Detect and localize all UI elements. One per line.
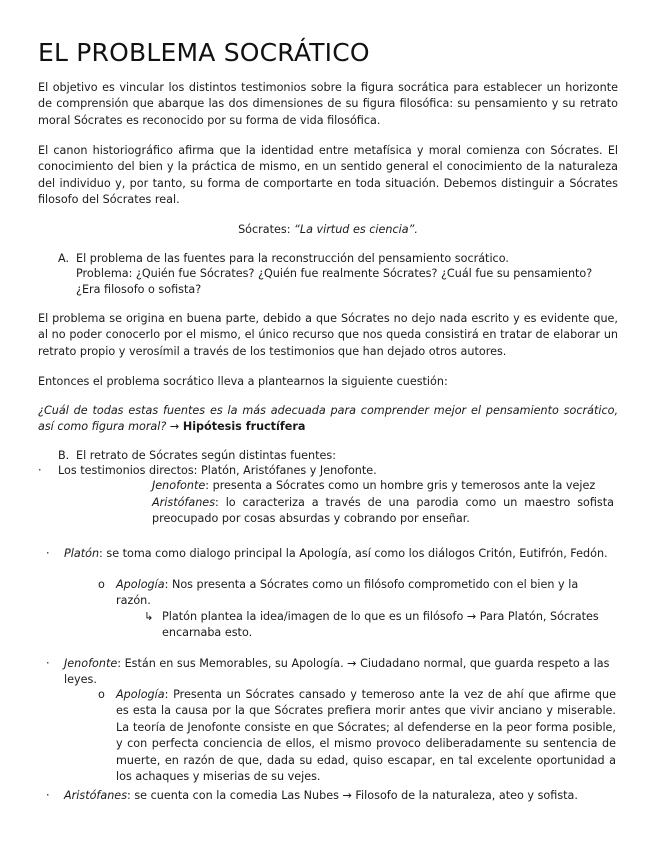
jenofonte-summary-name: Jenofonte [152,479,206,492]
jenofonte-name: Jenofonte [64,657,118,670]
quote-prefix: Sócrates: [238,223,291,236]
aristofanes-name: Aristófanes [64,789,128,802]
quote-text: “La virtud es ciencia”. [290,223,418,236]
platon-text: : se toma como dialogo principal la Apología, así como los diálogos Critón, Eutifrón, Fedón. [99,547,608,560]
question-paragraph [38,403,618,436]
platon-apologia [116,577,616,610]
item-a-marker: A. [58,252,70,265]
hypothesis-label: Hipótesis fructífera [182,420,306,434]
bullet-aristofanes: · [46,789,50,802]
jenofonte-apologia-name: Apología [116,688,165,701]
socrates-quote [38,222,618,238]
aristofanes-summary [152,495,614,528]
aristofanes-text: : se cuenta con la comedia Las Nubes → Filosofo de la naturaleza, ateo y sofista. [127,789,578,802]
platon-name: Platón [64,547,100,560]
aristofanes-summary-name: Aristófanes [152,496,216,509]
question-arrow: → [166,420,183,434]
platon-apologia-name: Apología [116,578,165,591]
platon-sub-marker: o [98,578,105,591]
jenofonte-summary [152,478,618,494]
canon-paragraph: El canon historiográfico afirma que la identidad entre metafísica y moral comienza con Sócrates. El conocimiento del bien y la práctica de mismo, en un sentido general el conocimiento de la naturaleza del individuo y, por tanto, su forma de comportarte en toda situación. Debemos distinguir a Sócrates filosofo del Sócrates real. [38,144,618,207]
origin-paragraph: El problema se origina en buena parte, debido a que Sócrates no dejo nada escrito y es evidente que, al no poder conocerlo por el mismo, el único recurso que nos queda consistirá en tratar de elaborar un retrato propio y verosímil a través de los testimonios que han dejado otros autores. [38,312,618,358]
jenofonte-text: : Están en sus Memorables, su Apología. → Ciudadano normal, que guarda respeto a las leyes. [64,657,610,687]
direct-testimonies: Los testimonios directos: Platón, Aristófanes y Jenofonte. [58,464,377,477]
page-title: EL PROBLEMA SOCRÁTICO [38,38,370,67]
jenofonte-apologia-text: : Presenta un Sócrates cansado y temeroso ante la vez de ahí que afirme que es esta la causa por la que Sócrates prefiera morir antes que vivir anciano y miserable. La teoría de Jenofonte consiste en que Sócrates; al defenderse en la peor forma posible, y con perfecta conciencia de ellos, el mismo provoco deliberadamente su sentencia de muerte, en razón de que, dada su edad, quiso escapar, en tal excelente oportunidad a los achaques y miserias de su vejes. [116,688,616,784]
jenofonte-paragraph [64,656,618,689]
item-a-problem: Problema: ¿Quién fue Sócrates? ¿Quién fue realmente Sócrates? ¿Cuál fue su pensamiento? ¿Era filosofo o sofista? [76,267,593,297]
question-intro: Entonces el problema socrático lleva a plantearnos la siguiente cuestión: [38,375,448,388]
question-text: ¿Cuál de todas estas fuentes es la más adecuada para comprender mejor el pensamiento socrático, así como figura moral? [38,404,618,434]
aristofanes-summary-text: : lo caracteriza a través de una parodia como un maestro sofista preocupado por cosas absurdas y cobrando por enseñar. [152,496,614,526]
intro-paragraph: El objetivo es vincular los distintos testimonios sobre la figura socrática para establecer un horizonte de comprensión que abarque las dos dimensiones de su figura filosófica: su pensamiento y su retrato moral Sócrates es reconocido por su forma de vida filosófica. [38,81,618,127]
item-b-marker: B. [58,449,70,462]
item-a-text: El problema de las fuentes para la reconstrucción del pensamiento socrático. [76,252,509,265]
bullet-jenofonte: · [46,657,50,670]
jenofonte-apologia [116,687,616,785]
platon-apologia-text: : Nos presenta a Sócrates como un filósofo comprometido con el bien y la razón. [116,578,579,608]
jenofonte-sub-marker: o [98,688,105,701]
bullet-direct: · [38,464,42,477]
item-b-text: El retrato de Sócrates según distintas fuentes: [76,449,337,462]
jenofonte-summary-text: : presenta a Sócrates como un hombre gris y temerosos ante la vejez [205,479,596,492]
bullet-platon: · [46,547,50,560]
platon-arrow-marker: ↳ [144,610,154,623]
platon-paragraph [64,546,618,562]
platon-arrow-text: Platón plantea la idea/imagen de lo que es un filósofo → Para Platón, Sócrates encarnaba esto. [162,610,599,640]
aristofanes-paragraph [64,788,618,804]
